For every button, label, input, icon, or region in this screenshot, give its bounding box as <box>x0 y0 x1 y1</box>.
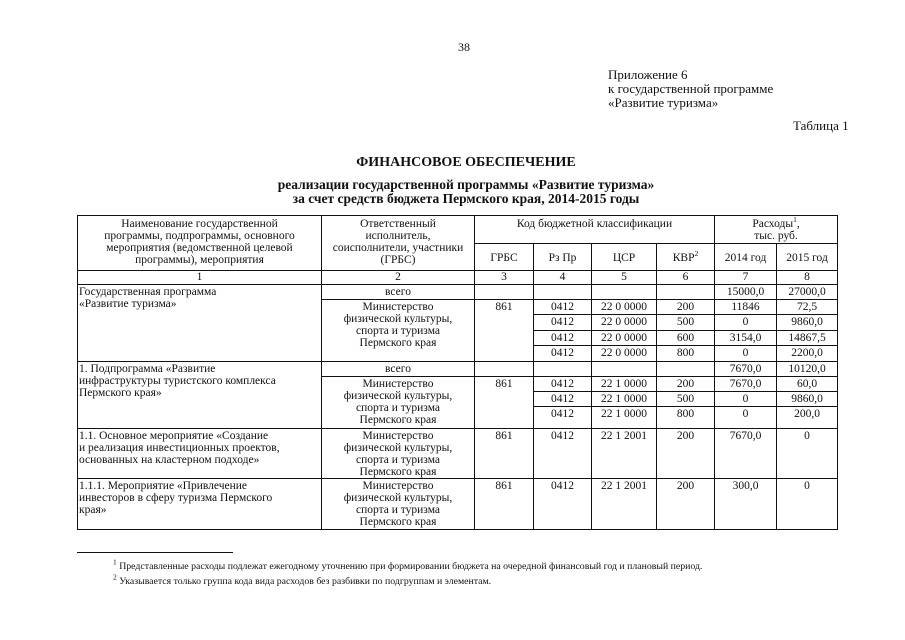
column-number: 8 <box>777 271 838 285</box>
financing-table <box>77 215 838 530</box>
csr-cell: 22 0 0000 <box>592 346 657 362</box>
header-year-2014: 2014 год <box>715 244 777 271</box>
amount-2015: 2200,0 <box>777 346 838 362</box>
amount-2014: 7670,0 <box>715 377 777 392</box>
main-activity-name: 1.1. Основное мероприятие «Создание и реализация инвестиционных проектов, основанных на кластерном подходе» <box>78 429 322 479</box>
table-row <box>78 429 838 479</box>
amount-2015: 200,0 <box>777 407 838 429</box>
program-total-2014: 15000,0 <box>715 285 777 300</box>
header-grbs: ГРБС <box>475 244 534 271</box>
csr-cell: 22 0 0000 <box>592 331 657 346</box>
header-budget-code: Код бюджетной классификации <box>475 216 715 244</box>
amount-2014: 7670,0 <box>715 429 777 479</box>
amount-2014: 3154,0 <box>715 331 777 346</box>
appendix-line-1: Приложение 6 <box>608 67 688 82</box>
column-number: 4 <box>534 271 592 285</box>
header-year-2015: 2015 год <box>777 244 838 271</box>
empty-cell <box>592 285 657 300</box>
rzpr-cell: 0412 <box>534 315 592 331</box>
footnote-1 <box>113 557 703 572</box>
footnote-2 <box>113 572 492 587</box>
amount-2014: 0 <box>715 315 777 331</box>
grbs-cell: 861 <box>475 429 534 479</box>
column-number: 3 <box>475 271 534 285</box>
subtitle-line-1: реализации государственной программы «Развитие туризма» <box>277 177 655 192</box>
rzpr-cell: 0412 <box>534 479 592 530</box>
header-kvr <box>657 244 715 271</box>
header-expenses <box>715 216 838 244</box>
amount-2014: 11846 <box>715 300 777 315</box>
expenses-comma: , <box>796 218 800 230</box>
amount-2014: 0 <box>715 392 777 407</box>
expenses-label: Расходы <box>752 218 794 230</box>
kvr-cell: 200 <box>657 300 715 315</box>
document-title: ФИНАНСОВОЕ ОБЕСПЕЧЕНИЕ <box>356 155 576 170</box>
activity-executor: Министерство физической культуры, спорта и туризма Пермского края <box>322 479 475 530</box>
rzpr-cell: 0412 <box>534 377 592 392</box>
header-csr: ЦСР <box>592 244 657 271</box>
appendix-line-3: «Развитие туризма» <box>608 95 719 110</box>
empty-cell <box>657 285 715 300</box>
rzpr-cell: 0412 <box>534 300 592 315</box>
header-row-1 <box>78 216 838 244</box>
document-subtitle <box>166 178 766 206</box>
footnote-1-text: Представленные расходы подлежат ежегодному уточнению при формировании бюджета на очередной финансовый год и плановый период. <box>119 561 703 572</box>
kvr-label: КВР <box>672 252 695 264</box>
header-executor: Ответственный исполнитель, соисполнители, участники (ГРБС) <box>322 216 475 271</box>
subprogram-name: 1. Подпрограмма «Развитие инфраструктуры туристского комплекса Пермского края» <box>78 362 322 429</box>
csr-cell: 22 1 0000 <box>592 377 657 392</box>
program-total-2015: 27000,0 <box>777 285 838 300</box>
footnote-ref-1: 1 <box>793 215 797 225</box>
csr-cell: 22 0 0000 <box>592 300 657 315</box>
amount-2015: 0 <box>777 429 838 479</box>
footnote-1-mark: 1 <box>113 557 117 567</box>
amount-2014: 300,0 <box>715 479 777 530</box>
footnote-2-text: Указывается только группа кода вида расходов без разбивки по подгруппам и элементам. <box>119 576 492 587</box>
empty-cell <box>475 285 534 300</box>
column-number: 2 <box>322 271 475 285</box>
column-number: 6 <box>657 271 715 285</box>
empty-cell <box>534 285 592 300</box>
subprogram-total-2015: 10120,0 <box>777 362 838 377</box>
program-executor: Министерство физической культуры, спорта и туризма Пермского края <box>322 300 475 362</box>
table-row <box>78 285 838 300</box>
program-name: Государственная программа «Развитие туризма» <box>78 285 322 362</box>
kvr-cell: 800 <box>657 346 715 362</box>
amount-2015: 9860,0 <box>777 315 838 331</box>
header-name: Наименование государственной программы, подпрограммы, основного мероприятия (ведомственной целевой программы), мероприятия <box>78 216 322 271</box>
subprogram-total-2014: 7670,0 <box>715 362 777 377</box>
csr-cell: 22 1 2001 <box>592 479 657 530</box>
main-activity-executor: Министерство физической культуры, спорта и туризма Пермского края <box>322 429 475 479</box>
subprogram-grbs: 861 <box>475 377 534 429</box>
footnote-2-mark: 2 <box>113 572 117 582</box>
kvr-cell: 200 <box>657 377 715 392</box>
grbs-cell: 861 <box>475 479 534 530</box>
rzpr-cell: 0412 <box>534 407 592 429</box>
empty-cell <box>657 362 715 377</box>
rzpr-cell: 0412 <box>534 331 592 346</box>
amount-2015: 72,5 <box>777 300 838 315</box>
rzpr-cell: 0412 <box>534 429 592 479</box>
csr-cell: 22 0 0000 <box>592 315 657 331</box>
kvr-cell: 600 <box>657 331 715 346</box>
header-rzpr: Рз Пр <box>534 244 592 271</box>
empty-cell <box>592 362 657 377</box>
activity-name: 1.1.1. Мероприятие «Привлечение инвесторов в сферу туризма Пермского края» <box>78 479 322 530</box>
column-number: 1 <box>78 271 322 285</box>
table-row <box>78 362 838 377</box>
amount-2014: 0 <box>715 407 777 429</box>
column-number: 7 <box>715 271 777 285</box>
amount-2014: 0 <box>715 346 777 362</box>
column-number: 5 <box>592 271 657 285</box>
footnote-divider <box>77 552 233 553</box>
kvr-cell: 500 <box>657 315 715 331</box>
program-grbs: 861 <box>475 300 534 362</box>
csr-cell: 22 1 0000 <box>592 407 657 429</box>
kvr-cell: 800 <box>657 407 715 429</box>
subprogram-executor: Министерство физической культуры, спорта и туризма Пермского края <box>322 377 475 429</box>
appendix-line-2: к государственной программе <box>608 81 774 96</box>
table-row <box>78 479 838 530</box>
kvr-cell: 500 <box>657 392 715 407</box>
column-number-row <box>78 271 838 285</box>
csr-cell: 22 1 2001 <box>592 429 657 479</box>
subtitle-line-2: за счет средств бюджета Пермского края, 2014-2015 годы <box>292 191 640 206</box>
amount-2015: 0 <box>777 479 838 530</box>
amount-2015: 60,0 <box>777 377 838 392</box>
csr-cell: 22 1 0000 <box>592 392 657 407</box>
expenses-unit: тыс. руб. <box>754 230 798 242</box>
amount-2015: 14867,5 <box>777 331 838 346</box>
subprogram-total-label: всего <box>322 362 475 377</box>
empty-cell <box>475 362 534 377</box>
page-number: 38 <box>458 40 470 54</box>
table-label: Таблица 1 <box>793 118 849 133</box>
amount-2015: 9860,0 <box>777 392 838 407</box>
rzpr-cell: 0412 <box>534 392 592 407</box>
rzpr-cell: 0412 <box>534 346 592 362</box>
footnote-ref-2: 2 <box>694 249 699 259</box>
program-total-label: всего <box>322 285 475 300</box>
kvr-cell: 200 <box>657 429 715 479</box>
kvr-cell: 200 <box>657 479 715 530</box>
empty-cell <box>534 362 592 377</box>
appendix-block <box>608 68 773 110</box>
